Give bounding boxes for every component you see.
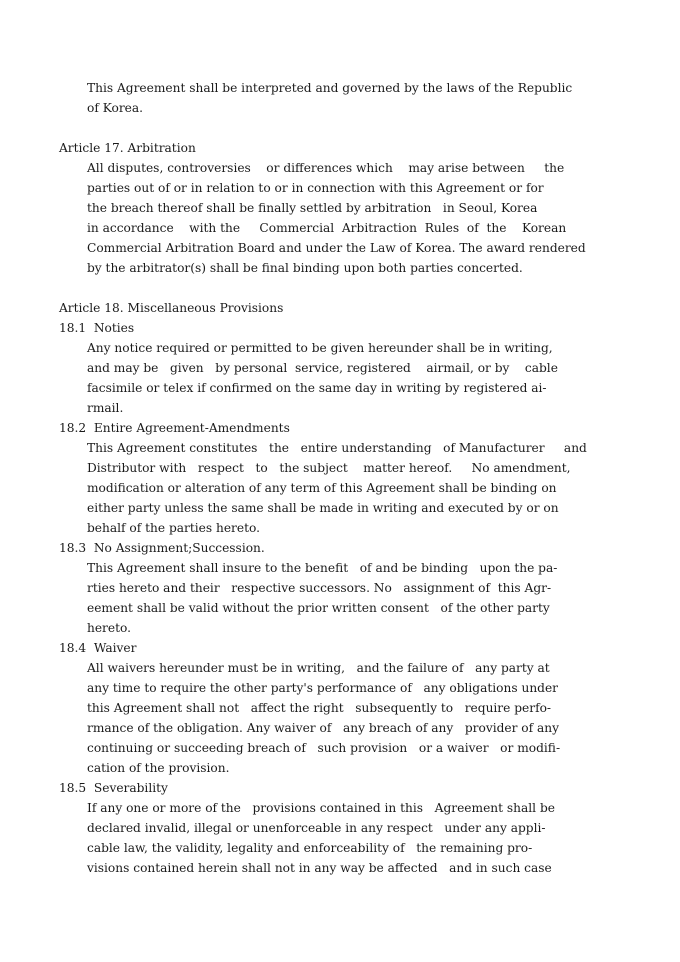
section-18-1-line: and may be given by personal service, registered airmail, or by cable: [87, 361, 558, 375]
article-17-line: All disputes, controversies or differences which may arise between the: [87, 161, 565, 175]
section-18-3-line: This Agreement shall insure to the benefit of and be binding upon the pa-: [87, 561, 558, 575]
section-18-1-heading: 18.1 Noties: [59, 321, 135, 335]
section-18-5-line: declared invalid, illegal or unenforceable in any respect under any appli-: [87, 821, 546, 835]
section-18-1-line: Any notice required or permitted to be given hereunder shall be in writing,: [87, 341, 553, 355]
section-18-2-heading: 18.2 Entire Agreement-Amendments: [59, 421, 290, 435]
section-18-2-line: This Agreement constitutes the entire understanding of Manufacturer and: [87, 441, 587, 455]
article-17-heading: Article 17. Arbitration: [59, 141, 196, 155]
section-18-5-heading: 18.5 Severability: [59, 781, 168, 795]
section-18-2-line: Distributor with respect to the subject matter hereof. No amendment,: [87, 461, 571, 475]
article-17-line: by the arbitrator(s) shall be final binding upon both parties concerted.: [87, 261, 523, 275]
section-18-1-line: facsimile or telex if confirmed on the same day in writing by registered ai-: [87, 381, 547, 395]
article-18-heading: Article 18. Miscellaneous Provisions: [59, 301, 284, 315]
section-18-4-line: any time to require the other party's performance of any obligations under: [87, 681, 559, 695]
section-18-4-line: continuing or succeeding breach of such provision or a waiver or modifi-: [87, 741, 561, 755]
section-18-3-line: rties hereto and their respective successors. No assignment of this Agr-: [87, 581, 552, 595]
section-18-3-line: hereto.: [87, 621, 131, 635]
article-17-line: parties out of or in relation to or in connection with this Agreement or for: [87, 181, 544, 195]
section-18-4-line: All waivers hereunder must be in writing, and the failure of any party at: [87, 661, 550, 675]
article-17-line: the breach thereof shall be finally settled by arbitration in Seoul, Korea: [87, 201, 538, 215]
section-18-1-line: rmail.: [87, 401, 124, 415]
article-17-line: in accordance with the Commercial Arbitraction Rules of the Korean: [87, 221, 567, 235]
intro-line: of Korea.: [87, 101, 144, 115]
section-18-4-line: rmance of the obligation. Any waiver of any breach of any provider of any: [87, 721, 560, 735]
section-18-2-line: either party unless the same shall be made in writing and executed by or on: [87, 501, 559, 515]
section-18-4-line: cation of the provision.: [87, 761, 230, 775]
section-18-5-line: If any one or more of the provisions contained in this Agreement shall be: [87, 801, 555, 815]
section-18-4-heading: 18.4 Waiver: [59, 641, 137, 655]
section-18-5-line: cable law, the validity, legality and enforceability of the remaining pro-: [87, 841, 533, 855]
section-18-2-line: behalf of the parties hereto.: [87, 521, 260, 535]
section-18-2-line: modification or alteration of any term of this Agreement shall be binding on: [87, 481, 557, 495]
section-18-3-line: eement shall be valid without the prior written consent of the other party: [87, 601, 550, 615]
section-18-5-line: visions contained herein shall not in any way be affected and in such case: [87, 861, 552, 875]
section-18-4-line: this Agreement shall not affect the right subsequently to require perfo-: [87, 701, 552, 715]
section-18-3-heading: 18.3 No Assignment;Succession.: [59, 541, 265, 555]
article-17-line: Commercial Arbitration Board and under the Law of Korea. The award rendered: [87, 241, 586, 255]
intro-line: This Agreement shall be interpreted and governed by the laws of the Republic: [87, 81, 573, 95]
